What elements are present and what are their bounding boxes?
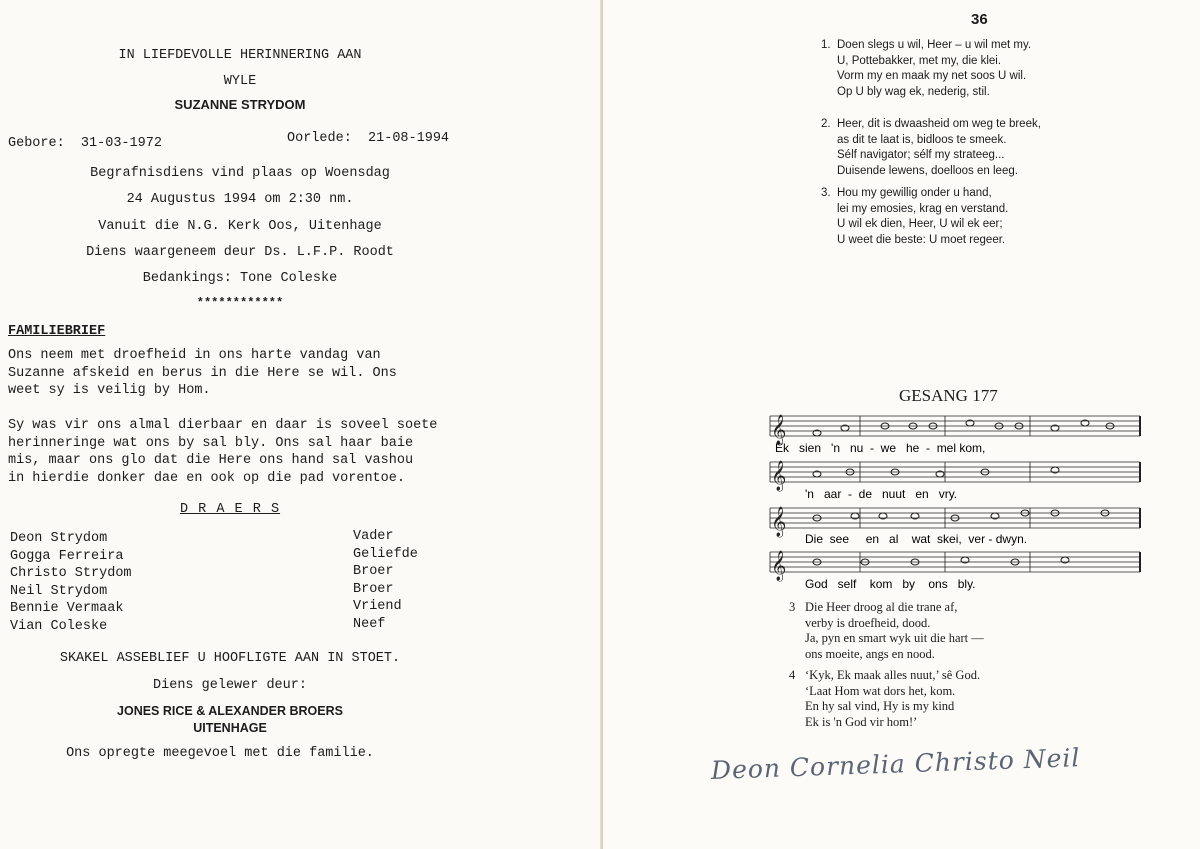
service-line-1: Begrafnisdiens vind plaas op Woensdag — [90, 166, 390, 181]
service-line-3: Vanuit die N.G. Kerk Oos, Uitenhage — [98, 219, 382, 234]
bearer-relation: Vriend — [353, 599, 402, 614]
born-label: Gebore: — [8, 136, 65, 151]
funeral-home-town: UITENHAGE — [193, 721, 267, 735]
bearer-relation: Broer — [353, 564, 394, 579]
bearers-names — [10, 530, 132, 635]
verse-line: Sélf navigator; sélf my strateeg... — [837, 149, 1005, 161]
bearer-name: Gogga Ferreira — [10, 548, 124, 564]
handwritten-signature: Deon Cornelia Christo Neil — [710, 743, 1081, 785]
bearer-name: Vian Coleske — [10, 618, 108, 634]
page-number: 36 — [971, 11, 988, 28]
verse-line: Ek is 'n God vir hom!’ — [805, 714, 918, 729]
verse-line: 2. Heer, dit is dwaasheid om weg te breek, — [821, 117, 1041, 133]
staff-lyric-4: God self kom by ons bly. — [805, 577, 976, 591]
bearer-relation: Broer — [353, 581, 394, 597]
bearers-relations — [353, 528, 418, 633]
svg-text:𝄞: 𝄞 — [771, 461, 787, 491]
died-row — [287, 131, 449, 146]
bearer-name: Christo Strydom — [10, 566, 132, 581]
family-paragraph-2 — [8, 417, 437, 487]
verse-line: as dit te laat is, bidloos te smeek. — [837, 133, 1007, 146]
service-line-2: 24 Augustus 1994 om 2:30 nm. — [126, 192, 354, 207]
verse-number: 3 — [789, 600, 796, 614]
funeral-home-name: JONES RICE & ALEXANDER BROERS — [117, 704, 343, 718]
hymn-verse-3 — [821, 186, 1008, 248]
verse-number: 1. — [821, 39, 831, 51]
staff-3 — [770, 508, 1140, 528]
svg-text:𝄞: 𝄞 — [771, 551, 787, 581]
bearer-name: Neil Strydom — [10, 583, 108, 599]
svg-text:𝄞: 𝄞 — [771, 507, 787, 537]
right-page — [603, 0, 1200, 849]
verse-number: 2. — [821, 118, 831, 130]
text-line: in hierdie donker dae en ook op die pad vorentoe. — [8, 470, 405, 486]
family-paragraph-1 — [8, 347, 397, 400]
died-label: Oorlede: — [287, 131, 352, 146]
text-line: herinneringe wat ons by sal bly. Ons sal haar baie — [8, 435, 414, 451]
header-line-1: IN LIEFDEVOLLE HERINNERING AAN — [118, 48, 362, 63]
verse-line: ‘Laat Hom wat dors het, kom. — [805, 683, 956, 698]
treble-clefs — [771, 414, 786, 582]
bearer-relation: Vader — [353, 529, 394, 544]
service-line-5: Bedankings: Tone Coleske — [142, 271, 338, 286]
bearer-name: Bennie Vermaak — [10, 601, 124, 616]
staff-2 — [770, 462, 1140, 482]
headlights-note: SKAKEL ASSEBLIEF U HOOFLIGTE AAN IN STOET. — [59, 651, 401, 666]
svg-text:𝄞: 𝄞 — [771, 415, 787, 445]
gesang-verse-4 — [789, 668, 980, 730]
header-line-2: WYLE — [223, 74, 257, 89]
bearer-name: Deon Strydom — [10, 531, 108, 546]
text-line: weet sy is veilig by Hom. — [8, 383, 211, 398]
bearer-relation: Neef — [353, 616, 386, 632]
family-heading: FAMILIEBRIEF — [8, 324, 106, 339]
service-line-4: Diens waargeneem deur Ds. L.F.P. Roodt — [86, 245, 394, 260]
text-line: mis, maar ons glo dat die Here ons hand sal vashou — [8, 453, 414, 468]
died-date: 21-08-1994 — [368, 131, 450, 146]
verse-line: Duisende lewens, doelloos en leeg. — [837, 164, 1018, 177]
verse-line: En hy sal vind, Hy is my kind — [805, 699, 955, 713]
sympathy-line: Ons opregte meegevoel met die familie. — [66, 746, 374, 761]
staff-lyric-1: Ek sien 'n nu - we he - mel kom, — [775, 441, 986, 455]
verse-line: U weet die beste: U moet regeer. — [837, 233, 1006, 246]
deceased-name: SUZANNE STRYDOM — [174, 97, 306, 112]
staff-4 — [770, 552, 1140, 572]
hymn-verse-1 — [821, 38, 1031, 100]
verse-line: Op U bly wag ek, nederig, stil. — [837, 85, 990, 98]
staff-lyric-3: Die see en al wat skei, ver - dwyn. — [805, 532, 1028, 546]
staff-lyric-2: 'n aar - de nuut en vry. — [805, 487, 958, 501]
verse-line: 3. Hou my gewillig onder u hand, — [821, 186, 1008, 202]
bearers-heading: D R A E R S — [179, 502, 281, 517]
born-date: 31-03-1972 — [80, 136, 162, 151]
verse-line: lei my emosies, krag en verstand. — [837, 202, 1009, 215]
music-staves — [765, 410, 1145, 600]
verse-line: 3 Die Heer droog al die trane af, — [789, 600, 958, 614]
verse-line: 1. Doen slegs u wil, Heer – u wil met my. — [821, 38, 1031, 54]
verse-line: Vorm my en maak my net soos U wil. — [837, 70, 1027, 82]
born-row — [8, 136, 162, 151]
gesang-title: GESANG 177 — [899, 386, 998, 405]
verse-line: ons moeite, angs en nood. — [805, 646, 935, 661]
text-line: Suzanne afskeid en berus in die Here se wil. Ons — [8, 365, 397, 381]
verse-line: verby is droefheid, dood. — [805, 615, 931, 630]
verse-number: 3. — [821, 187, 831, 199]
verse-line: 4 ‘Kyk, Ek maak alles nuut,’ sê God. — [789, 668, 981, 682]
gesang-verse-3 — [789, 600, 984, 662]
verse-line: U wil ek dien, Heer, U wil ek eer; — [837, 218, 1003, 230]
hymn-verse-2 — [821, 117, 1041, 179]
verse-line: U, Pottebakker, met my, die klei. — [837, 54, 1002, 67]
verse-number: 4 — [789, 668, 796, 682]
delivered-by: Diens gelewer deur: — [153, 678, 307, 693]
verse-line: Ja, pyn en smart wyk uit die hart — — [805, 631, 984, 645]
bearer-relation: Geliefde — [353, 546, 418, 562]
text-line: Ons neem met droefheid in ons harte vandag van — [8, 348, 381, 363]
text-line: Sy was vir ons almal dierbaar en daar is soveel soete — [8, 418, 438, 433]
stars-divider: ************ — [196, 296, 284, 310]
